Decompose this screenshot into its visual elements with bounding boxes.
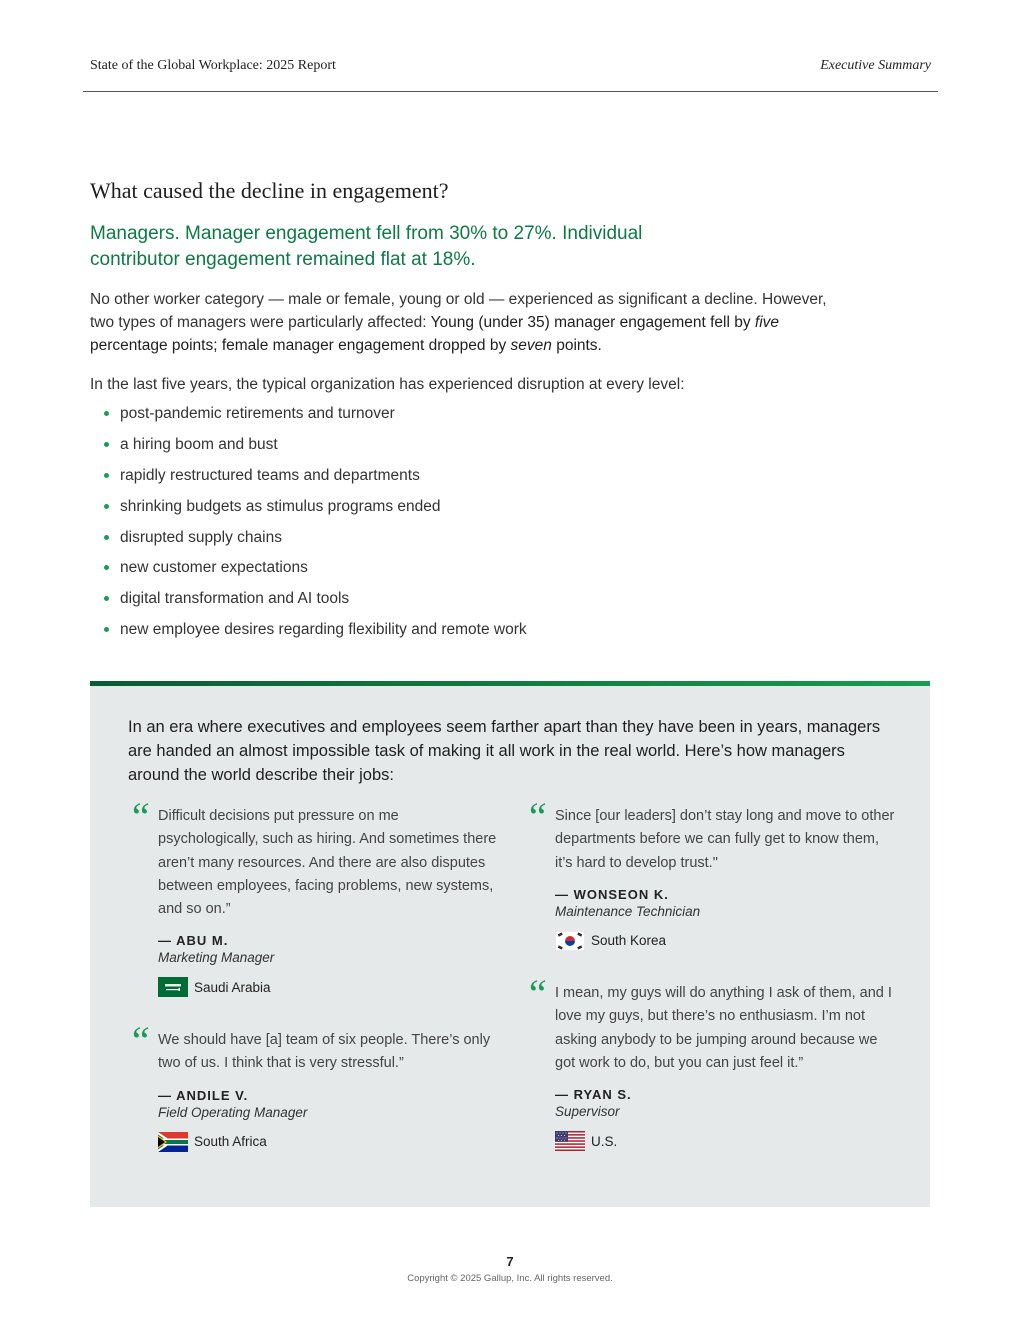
list-item: digital transformation and AI tools — [104, 587, 527, 618]
quote-ryan — [525, 971, 895, 1151]
saudi-arabia-flag-icon — [158, 977, 188, 997]
bullet-dot — [104, 535, 109, 540]
quote-mark-icon: “ — [128, 1018, 151, 1063]
quote-text: Difficult decisions put pressure on me psychologically, such as hiring. And sometimes there aren’t many resources. And there are also disputes between employees, facing problems, new systems, and so on.” — [158, 808, 497, 918]
list-item: post-pandemic retirements and turnover — [104, 402, 527, 433]
country-name: South Africa — [194, 1134, 267, 1150]
quote-mark-icon: “ — [525, 971, 548, 1016]
quote-country — [555, 1131, 895, 1151]
para1-bold-1: Young (under 35) manager engagement fell by — [430, 314, 755, 331]
bullet-dot — [104, 627, 109, 632]
callout-intro: In an era where executives and employees seem farther apart than they have been in years, managers are handed an almost impossible task of making it all work in the real world. Here’s how managers around the world describe their jobs: — [128, 718, 881, 784]
para1-bold-3: points. — [551, 337, 602, 354]
us-flag-icon — [555, 1131, 585, 1151]
south-korea-flag-icon — [555, 931, 585, 951]
list-item: new customer expectations — [104, 556, 527, 587]
quote-abu — [128, 794, 498, 997]
para1-italic-seven: seven — [510, 337, 552, 354]
quote-author: — ANDILE V. — [158, 1087, 249, 1103]
bullet-dot — [104, 442, 109, 447]
quote-country — [158, 1132, 503, 1152]
running-header — [83, 58, 938, 92]
para1-italic-five: five — [754, 314, 780, 331]
quote-role: Marketing Manager — [158, 950, 275, 966]
list-item: new employee desires regarding flexibility and remote work — [104, 618, 527, 649]
list-item: shrinking budgets as stimulus programs ended — [104, 495, 527, 526]
quote-andile — [128, 1018, 503, 1152]
quote-role: Supervisor — [555, 1104, 620, 1120]
quote-role: Maintenance Technician — [555, 903, 701, 919]
quote-country — [158, 977, 498, 997]
quote-author: — ABU M. — [158, 933, 229, 949]
quote-wonseon — [525, 794, 895, 951]
quote-mark-icon: “ — [525, 794, 548, 839]
section-name: Executive Summary — [820, 58, 931, 73]
list-item: a hiring boom and bust — [104, 433, 527, 464]
section-heading: What caused the decline in engagement? — [90, 178, 449, 203]
quote-author: — RYAN S. — [555, 1087, 632, 1103]
south-africa-flag-icon — [158, 1132, 188, 1152]
country-name: U.S. — [591, 1133, 618, 1149]
body-paragraph-1 — [90, 288, 850, 357]
callout-top-bar — [90, 681, 930, 686]
para1-intro: No other worker category — male or female, young or old — experienced as significant a decline. However, two types of managers were particularly affected: — [90, 291, 827, 331]
disruption-list — [104, 402, 527, 649]
manager-quotes-callout — [90, 681, 930, 1207]
country-name: South Korea — [591, 933, 667, 949]
list-item: rapidly restructured teams and departments — [104, 464, 527, 495]
bullet-dot — [104, 565, 109, 570]
report-title: State of the Global Workplace: 2025 Report — [90, 58, 336, 73]
quote-text: I mean, my guys will do anything I ask of them, and I love my guys, but there’s no enthusiasm. I’m not asking anybody to be jumping around because we got work to do, but you can just feel it.” — [555, 985, 892, 1071]
body-paragraph-2: In the last five years, the typical organization has experienced disruption at every level: — [90, 376, 685, 393]
copyright-notice: Copyright © 2025 Gallup, Inc. All rights reserved. — [407, 1273, 613, 1284]
quote-text: We should have [a] team of six people. There’s only two of us. I think that is very stressful.” — [158, 1032, 491, 1072]
quote-country — [555, 931, 895, 951]
quote-role: Field Operating Manager — [158, 1104, 308, 1120]
bullet-dot — [104, 411, 109, 416]
quote-mark-icon: “ — [128, 794, 151, 839]
quote-text: Since [our leaders] don’t stay long and move to other departments before we can fully get to know them, it’s hard to develop trust." — [555, 808, 895, 871]
para1-bold-2: percentage points; female manager engagement dropped by — [90, 337, 511, 354]
list-item: disrupted supply chains — [104, 526, 527, 557]
bullet-dot — [104, 504, 109, 509]
bullet-dot — [104, 596, 109, 601]
bullet-dot — [104, 473, 109, 478]
quote-author: — WONSEON K. — [555, 886, 669, 902]
country-name: Saudi Arabia — [194, 979, 271, 995]
lead-statement: Managers. Manager engagement fell from 30% to 27%. Individual contributor engagement remained flat at 18%. — [90, 223, 643, 270]
page-number: 7 — [506, 1254, 514, 1269]
